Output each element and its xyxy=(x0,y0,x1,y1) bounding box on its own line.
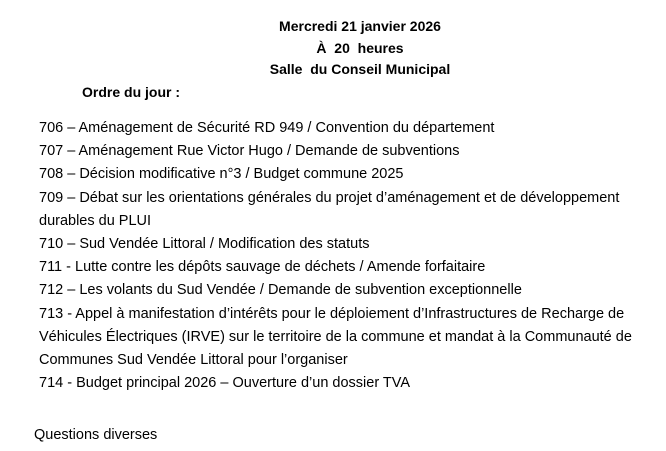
agenda-item-706: 706 – Aménagement de Sécurité RD 949 / Convention du département xyxy=(39,120,495,136)
agenda-item-713: 713 - Appel à manifestation d’intérêts pour le déploiement d’Infrastructures de Recharge de Véhicules Électriques (IRVE) sur le territoire de la commune et mandat à la Communauté de Communes Sud Vendée Littoral pour l’organiser xyxy=(39,305,632,369)
agenda-item-707: 707 – Aménagement Rue Victor Hugo / Demande de subventions xyxy=(39,143,460,160)
agenda-item-710: 710 – Sud Vendée Littoral / Modification des statuts xyxy=(39,236,370,253)
meeting-date: Mercredi 21 janvier 2026 xyxy=(279,18,441,34)
agenda-title: Ordre du jour : xyxy=(82,84,180,100)
agenda-item-708: 708 – Décision modificative n°3 / Budget commune 2025 xyxy=(39,166,404,183)
meeting-time: À 20 heures xyxy=(316,40,404,56)
agenda-item-712: 712 – Les volants du Sud Vendée / Demande de subvention exceptionnelle xyxy=(39,282,522,299)
agenda-item-709: 709 – Débat sur les orientations générales du projet d’aménagement et de développement durables du PLUI xyxy=(39,189,620,229)
questions-diverses: Questions diverses xyxy=(34,427,158,443)
agenda-item-711: 711 - Lutte contre les dépôts sauvage de déchets / Amende forfaitaire xyxy=(39,259,486,276)
meeting-location: Salle du Conseil Municipal xyxy=(269,61,451,77)
agenda-list xyxy=(39,117,649,395)
agenda-item-714: 714 - Budget principal 2026 – Ouverture d’un dossier TVA xyxy=(39,375,411,392)
